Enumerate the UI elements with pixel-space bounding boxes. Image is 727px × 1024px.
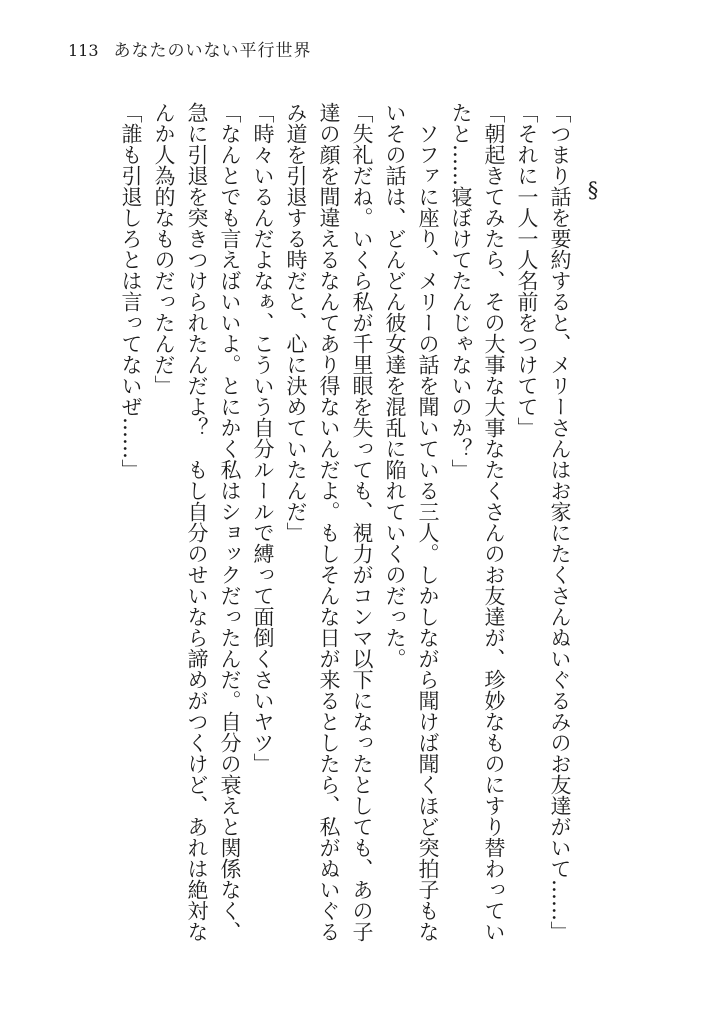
body-text: [114, 102, 609, 954]
text-line: んか人為的なものだったんだ」: [152, 102, 176, 396]
section-mark: §: [581, 178, 605, 202]
text-line: 「朝起きてみたら、その大事な大事なたくさんのお友達が、珍妙なものにすり替わってい: [482, 102, 506, 942]
text-line: 達の顔を間違えるなんてあり得ないんだよ。もしそんな日が来るとしたら、私がぬいぐる: [317, 102, 341, 942]
text-line: 「時々いるんだよなぁ、こういう自分ルールで縛って面倒くさいヤツ」: [251, 102, 275, 774]
text-line: 「失礼だね。いくら私が千里眼を失っても、視力がコンマ以下になったとしても、あの子: [350, 102, 374, 942]
text-line: ソファに座り、メリーの話を聞いている三人。しかしながら聞けば聞くほど突拍子もな: [416, 123, 440, 942]
page-number: 113: [68, 41, 99, 60]
text-line: 「誰も引退しろとは言ってないぜ……」: [119, 102, 143, 480]
chapter-title: あなたのいない平行世界: [113, 41, 312, 61]
text-line: 「それに一人一人名前をつけてて」: [515, 102, 539, 438]
text-line: いその話は、どんどん彼女達を混乱に陥れていくのだった。: [383, 102, 407, 669]
text-line: たと……寝ぼけてたんじゃないのか？」: [449, 102, 473, 480]
text-line: 「つまり話を要約すると、メリーさんはお家にたくさんぬいぐるみのお友達がいて……」: [548, 102, 572, 942]
text-line: み道を引退する時だと、心に決めていたんだ」: [284, 102, 308, 543]
text-line: 急に引退を突きつけられたんだよ？ もし自分のせいなら諦めがつくけど、あれは絶対な: [185, 102, 209, 942]
text-line: 「なんとでも言えばいいよ。とにかく私はショックだったんだ。自分の衰えと関係なく、: [218, 102, 242, 942]
running-header: [68, 36, 312, 61]
